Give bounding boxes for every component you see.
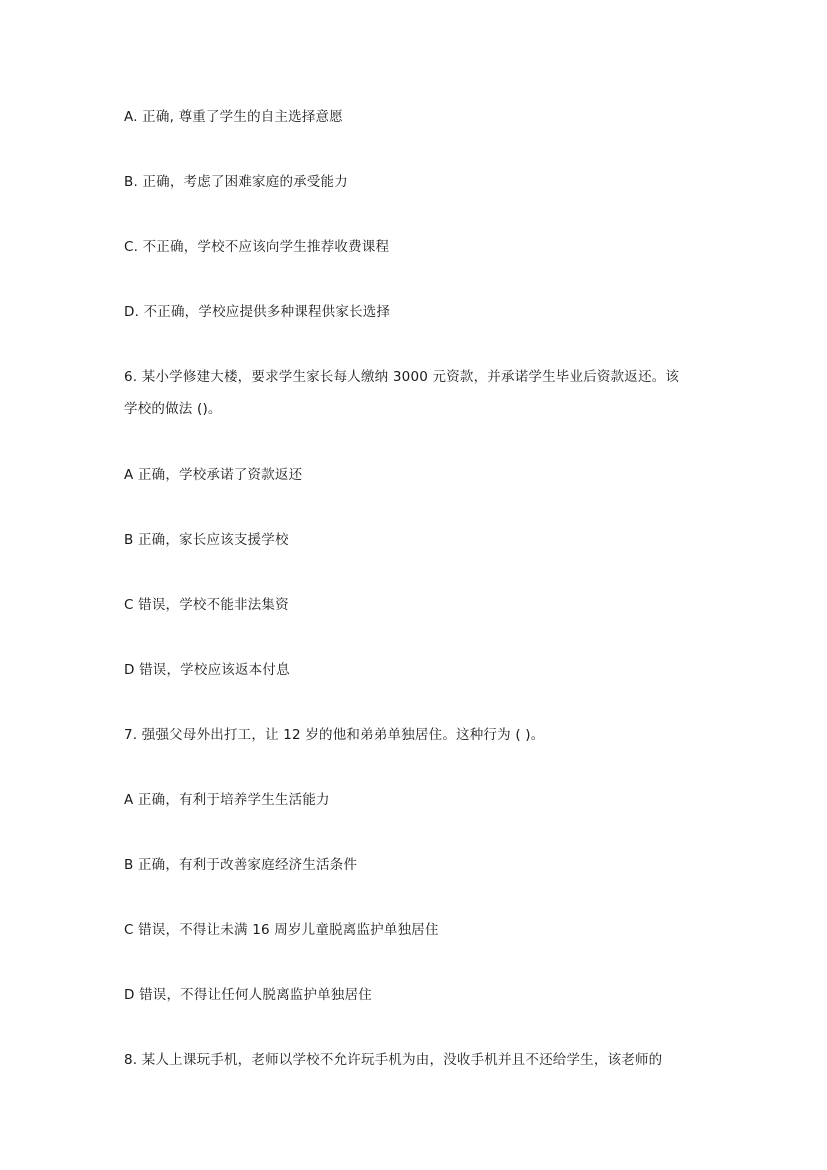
q6-option-b: B 正确，家长应该支援学校 bbox=[124, 532, 289, 548]
q6-stem-line1: 6. 某小学修建大楼，要求学生家长每人缴纳 3000 元资款，并承诺学生毕业后资款返还。该 bbox=[124, 369, 680, 385]
q8-stem-line1: 8. 某人上课玩手机，老师以学校不允许玩手机为由，没收手机并且不还给学生，该老师的 bbox=[124, 1052, 663, 1068]
q7-stem: 7. 强强父母外出打工，让 12 岁的他和弟弟单独居住。这种行为 ( )。 bbox=[124, 727, 545, 743]
q7-option-c: C 错误，不得让未满 16 周岁儿童脱离监护单独居住 bbox=[124, 922, 439, 938]
q6-stem-line2: 学校的做法 ()。 bbox=[124, 401, 222, 417]
q6-option-c: C 错误，学校不能非法集资 bbox=[124, 597, 289, 613]
q7-option-b: B 正确，有利于改善家庭经济生活条件 bbox=[124, 857, 358, 873]
q7-option-d: D 错误，不得让任何人脱离监护单独居住 bbox=[124, 987, 372, 1003]
q7-option-a: A 正确，有利于培养学生生活能力 bbox=[124, 792, 330, 808]
q5-option-a: A. 正确, 尊重了学生的自主选择意愿 bbox=[124, 109, 343, 125]
q6-option-a: A 正确，学校承诺了资款返还 bbox=[124, 467, 303, 483]
q6-option-d: D 错误，学校应该返本付息 bbox=[124, 662, 290, 678]
q5-option-c: C. 不正确，学校不应该向学生推荐收费课程 bbox=[124, 239, 390, 255]
q5-option-b: B. 正确，考虑了困难家庭的承受能力 bbox=[124, 174, 348, 190]
q5-option-d: D. 不正确，学校应提供多种课程供家长选择 bbox=[124, 304, 391, 320]
